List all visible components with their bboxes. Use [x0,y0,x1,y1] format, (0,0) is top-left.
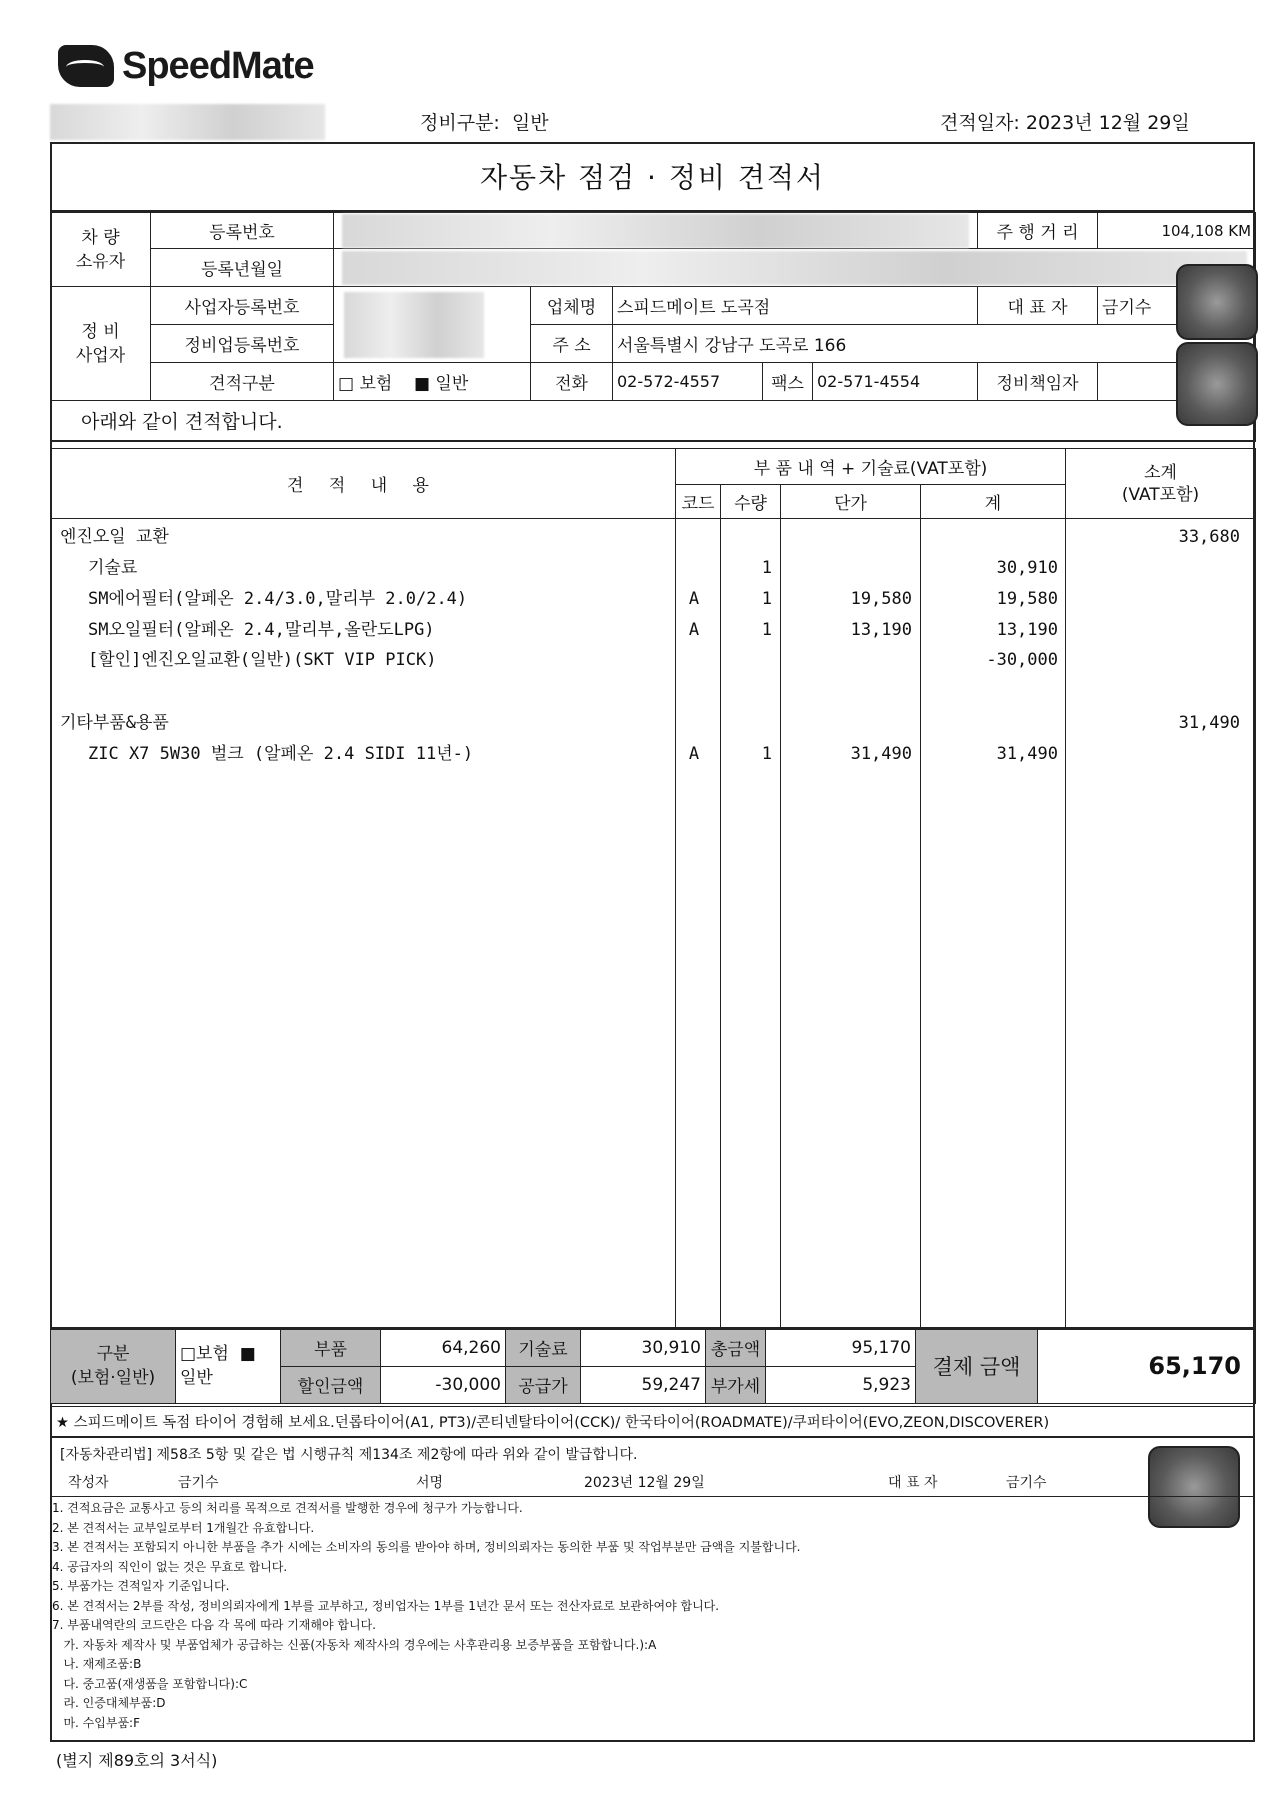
total-value: 95,170 [766,1329,916,1366]
parts-label: 부품 [281,1329,381,1366]
item-amount: 13,190 [996,620,1058,640]
item-desc: 엔진오일 교환 [60,527,169,547]
intro-text: 아래와 같이 견적합니다. [51,401,1256,441]
item-qty: 1 [761,620,772,640]
phone-label: 전화 [531,363,613,401]
discount-value: -30,000 [381,1366,506,1403]
content-header: 견 적 내 용 [51,449,676,519]
supply-label: 공급가 [506,1366,581,1403]
item-qty: 1 [761,744,772,764]
item-desc: [할인]엔진오일교환(일반)(SKT VIP PICK) [88,650,437,670]
code-header: 코드 [676,485,721,519]
company-label: 업체명 [531,287,613,325]
item-desc: SM오일필터(알페온 2.4,말리부,올란도LPG) [88,620,435,640]
speedmate-logo [58,42,314,90]
tech-value: 30,910 [581,1329,706,1366]
item-desc: ZIC X7 5W30 벌크 (알페온 2.4 SIDI 11년-) [88,744,474,764]
reg-date-label: 등록년월일 [151,249,334,287]
item-code: A [688,589,700,609]
document-title: 자동차 점검 · 정비 견적서 [50,142,1255,212]
note-line: 5. 부품가는 견적일자 기준입니다. [52,1579,230,1593]
amount-header: 계 [921,485,1066,519]
biz-reg-label: 사업자등록번호 [151,287,334,325]
note-line: 1. 견적요금은 교통사고 등의 처리를 목적으로 견적서를 발행한 경우에 청구가 가능합니다. [52,1501,523,1515]
owner-section-label: 차 량 소유자 [51,213,151,287]
estimate-type-options: □ 보험 ■ 일반 [334,363,531,401]
unit-price-header: 단가 [781,485,921,519]
item-amount: 31,490 [996,744,1058,764]
signature-line: 작성자 금기수 서명 2023년 12월 29일 대 표 자 금기수 [68,1475,1047,1491]
legal-statement: [자동차관리법] 제58조 5항 및 같은 법 시행규칙 제134조 제2항에 따라 위와 같이 발급합니다. [60,1447,638,1463]
repair-type: 정비구분: 일반 [420,112,549,134]
note-line: 4. 공급자의 직인이 없는 것은 무효로 합니다. [52,1559,288,1574]
tire-promo: ★ 스피드메이트 독점 타이어 경험해 보세요.던롭타이어(A1, PT3)/콘티넨탈타이어(CCK)/ 한국타이어(ROADMATE)/쿠퍼타이어(EVO,ZEON,DISCOVERER) [50,1406,1255,1438]
rep-value: 금기수 [1098,287,1256,325]
business-section-label: 정 비 사업자 [51,287,151,401]
rep-label: 대 표 자 [978,287,1098,325]
note-line: 마. 수입부품:F [52,1715,140,1730]
vat-label: 부가세 [706,1366,766,1403]
fax-label: 팩스 [763,363,813,401]
supply-value: 59,247 [581,1366,706,1403]
redacted-reg-date [342,251,1247,285]
parts-group-header: 부 품 내 역 + 기술료(VAT포함) [676,449,1066,485]
pay-value: 65,170 [1038,1329,1256,1403]
manager-label: 정비책임자 [978,363,1098,401]
item-code: A [688,744,700,764]
qty-header: 수량 [721,485,781,519]
info-table [50,212,1256,442]
official-seal-stamp [1176,264,1258,340]
discount-label: 할인금액 [281,1366,381,1403]
item-desc: SM에어필터(알페온 2.4/3.0,말리부 2.0/2.4) [88,589,468,609]
redacted-reg-no [342,214,969,248]
estimate-date: 견적일자: 2023년 12월 29일 [940,112,1190,134]
item-unit: 19,580 [850,589,912,609]
address-label: 주 소 [531,325,613,363]
pay-label: 결제 금액 [916,1329,1038,1403]
vat-value: 5,923 [766,1366,916,1403]
redacted-biz-no [344,292,484,358]
note-line: 라. 인증대체부품:D [52,1696,166,1710]
item-unit: 31,490 [850,744,912,764]
subtotal-header: 소계 (VAT포함) [1066,449,1256,519]
item-subtotal: 33,680 [1178,527,1240,547]
type-options: □보험 ■ 일반 [176,1329,281,1403]
mileage-label: 주 행 거 리 [978,213,1098,249]
items-table [50,448,1256,1328]
note-line: 7. 부품내역란의 코드란은 다음 각 목에 따라 기재해야 합니다. [52,1618,376,1632]
item-amount: -30,000 [986,650,1058,670]
phone-value: 02-572-4557 [613,363,763,401]
totals-table [50,1328,1256,1404]
repair-reg-label: 정비업등록번호 [151,325,334,363]
note-line: 나. 재제조품:B [52,1657,142,1671]
note-line: 3. 본 견적서는 포함되지 아니한 부품을 추가 시에는 소비자의 동의를 받아야 하며, 정비의뢰자는 동의한 부품 및 작업부분만 금액을 지불합니다. [52,1540,801,1554]
brand-name: SpeedMate [122,44,314,87]
tech-label: 기술료 [506,1329,581,1366]
item-desc: 기타부품&용품 [60,713,169,733]
item-amount: 19,580 [996,589,1058,609]
item-desc: 기술료 [88,558,138,578]
item-code: A [688,620,700,640]
note-line: 2. 본 견적서는 교부일로부터 1개월간 유효합니다. [52,1520,315,1535]
car-logo-icon [58,45,114,87]
item-qty: 1 [761,558,772,578]
notes-box [50,1496,1255,1742]
note-line: 6. 본 견적서는 2부를 작성, 정비의뢰자에게 1부를 교부하고, 정비업자는 1부를 1년간 문서 또는 전산자료로 보관하여야 합니다. [52,1598,720,1613]
estimate-type-label: 견적구분 [151,363,334,401]
parts-value: 64,260 [381,1329,506,1366]
redacted-customer [50,104,325,140]
item-unit: 13,190 [850,620,912,640]
form-number: (별지 제89호의 3서식) [56,1751,218,1770]
reg-no-label: 등록번호 [151,213,334,249]
type-label: 구분 (보험·일반) [51,1329,176,1403]
item-subtotal: 31,490 [1178,713,1240,733]
mileage-value: 104,108 KM [1098,213,1256,249]
note-line: 가. 자동차 제작사 및 부품업체가 공급하는 신품(자동차 제작사의 경우에는 사후관리용 보증부품을 포함합니다.):A [52,1637,657,1652]
company-value: 스피드메이트 도곡점 [613,287,978,325]
address-value: 서울특별시 강남구 도곡로 166 [613,325,1256,363]
official-seal-stamp [1176,342,1258,426]
note-line: 다. 중고품(재생품을 포함합니다):C [52,1676,248,1691]
item-qty: 1 [761,589,772,609]
total-label: 총금액 [706,1329,766,1366]
item-amount: 30,910 [996,558,1058,578]
fax-value: 02-571-4554 [813,363,978,401]
